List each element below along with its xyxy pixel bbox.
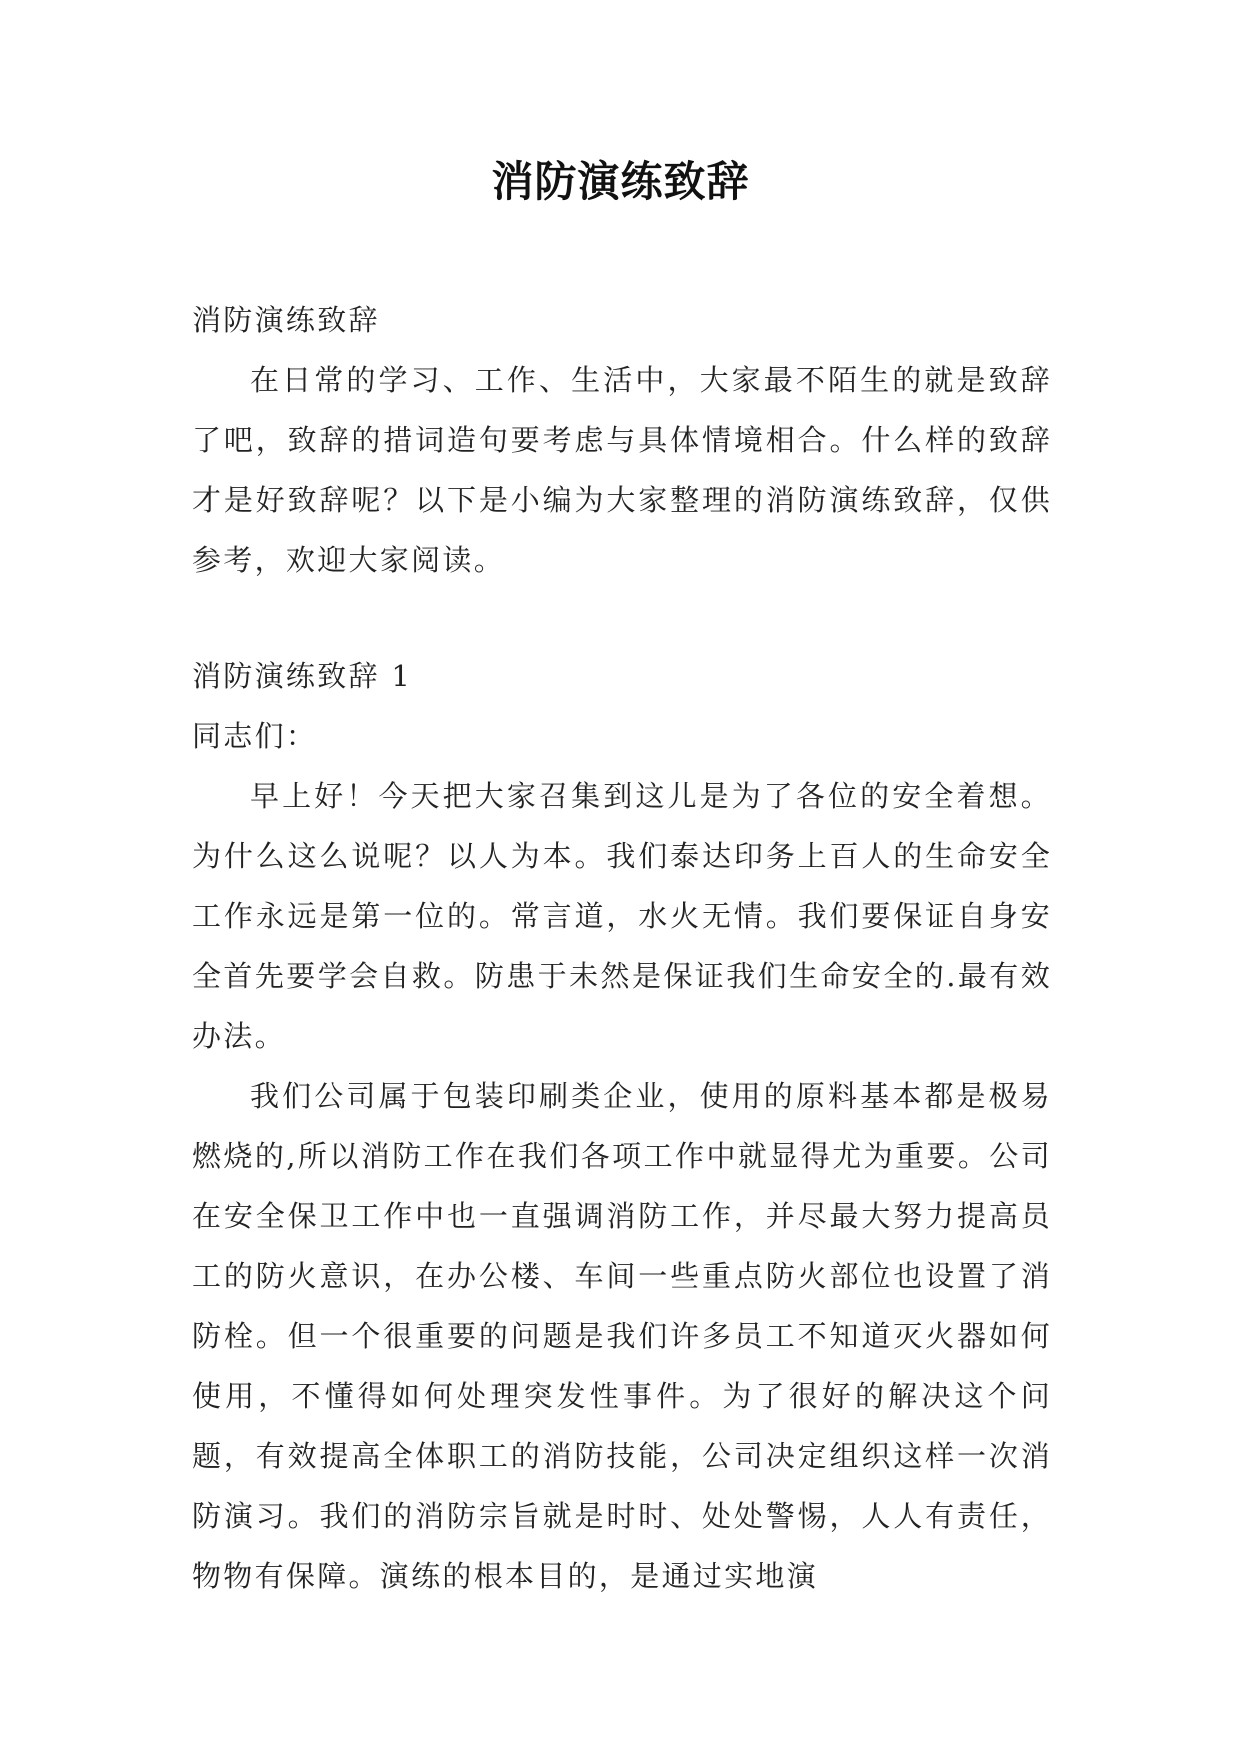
document-title: 消防演练致辞: [491, 157, 750, 206]
section-heading: 消防演练致辞 1: [192, 659, 413, 693]
document-body: [192, 290, 1052, 1606]
body-paragraph: 我们公司属于包装印刷类企业，使用的原料基本都是极易燃烧的,所以消防工作在我们各项工作中就显得尤为重要。公司在安全保卫工作中也一直强调消防工作，并尽最大努力提高员工的防火意识，在办公楼、车间一些重点防火部位也设置了消防栓。但一个很重要的问题是我们许多员工不知道灭火器如何使用，不懂得如何处理突发性事件。为了很好的解决这个问题，有效提高全体职工的消防技能，公司决定组织这样一次消防演习。我们的消防宗旨就是时时、处处警惕，人人有责任，物物有保障。演练的根本目的，是通过实地演: [192, 1079, 1052, 1593]
salutation: 同志们：: [192, 719, 318, 753]
section-spacer: [192, 590, 1052, 646]
body-paragraph: 早上好！今天把大家召集到这儿是为了各位的安全着想。为什么这么说呢？以人为本。我们泰达印务上百人的生命安全工作永远是第一位的。常言道，水火无情。我们要保证自身安全首先要学会自救。防患于未然是保证我们生命安全的.最有效办法。: [192, 779, 1052, 1053]
intro-paragraph: 在日常的学习、工作、生活中，大家最不陌生的就是致辞了吧，致辞的措词造句要考虑与具体情境相合。什么样的致辞才是好致辞呢？以下是小编为大家整理的消防演练致辞，仅供参考，欢迎大家阅读。: [192, 363, 1052, 577]
document-subtitle: 消防演练致辞: [192, 303, 380, 337]
